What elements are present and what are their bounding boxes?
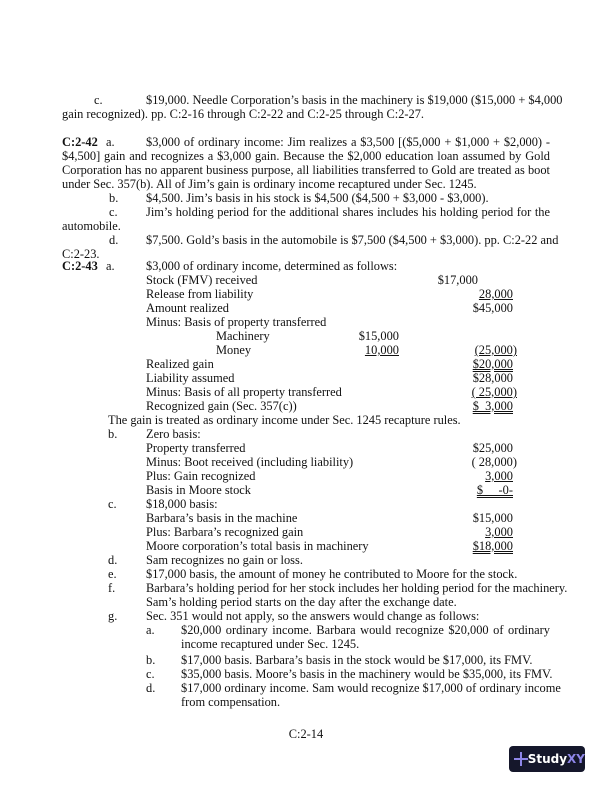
item-text-line: $4,500. Jim’s basis in his stock is $4,500 ($4,500 + $3,000 - $3,000). xyxy=(146,191,489,205)
sub-item-text-line: $17,000 basis. Barbara’s basis in the stock would be $17,000, its FMV. xyxy=(181,653,533,667)
item-text-line: Sec. 351 would not apply, so the answers would change as follows: xyxy=(146,609,480,623)
studyxy-badge[interactable] xyxy=(509,746,585,772)
table-row-value: $25,000 xyxy=(472,441,513,455)
table-row-label: Machinery xyxy=(216,329,270,343)
table-row-label: Amount realized xyxy=(146,301,229,315)
page-number: C:2-14 xyxy=(288,727,324,741)
table-row-label: Moore corporation’s total basis in machinery xyxy=(146,539,369,553)
table-row-value: $ -0- xyxy=(476,483,513,497)
table-row-value: ( 25,000) xyxy=(471,385,517,399)
item-text-line: automobile. xyxy=(62,219,121,233)
item-text-line: $3,000 of ordinary income: Jim realizes a $3,500 [($5,000 + $1,000 + $2,000) - xyxy=(146,135,550,149)
table-row-value: ( 28,000) xyxy=(471,455,517,469)
brand-main-text: Study xyxy=(527,752,568,766)
table-row-label: Barbara’s basis in the machine xyxy=(146,511,298,525)
table-row-value: $28,000 xyxy=(472,371,513,385)
table-row-mid-value: 10,000 xyxy=(364,343,399,357)
sub-item-text-line: income recaptured under Sec. 1245. xyxy=(181,637,360,651)
table-row-value: 3,000 xyxy=(485,525,513,539)
table-row-label: Liability assumed xyxy=(146,371,235,385)
table-row-mid-value: $15,000 xyxy=(358,329,399,343)
table-row-label: Minus: Basis of property transferred xyxy=(146,315,327,329)
item-text-line: gain recognized). pp. C:2-16 through C:2-22 and C:2-25 through C:2-27. xyxy=(62,107,425,121)
problem-id: C:2-42 xyxy=(62,135,98,149)
table-row-value: $45,000 xyxy=(472,301,513,315)
item-text-line: Barbara’s holding period for her stock includes her holding period for the machinery. xyxy=(146,581,568,595)
sub-item-label: a. xyxy=(146,623,155,637)
brand-logo xyxy=(528,752,585,766)
item-text-line: Sam recognizes no gain or loss. xyxy=(146,553,303,567)
item-label: f. xyxy=(108,581,116,595)
item-text-line: $4,500] gain and recognizes a $3,000 gain. Because the $2,000 education loan assumed by Gold xyxy=(62,149,550,163)
table-row-label: Plus: Gain recognized xyxy=(146,469,256,483)
table-row-value: $18,000 xyxy=(472,539,513,553)
table-row-value: $15,000 xyxy=(472,511,513,525)
problem-id: C:2-43 xyxy=(62,259,98,273)
item-label: c. xyxy=(94,93,103,107)
table-row-value: $20,000 xyxy=(472,357,513,371)
item-label: c. xyxy=(109,205,118,219)
item-label: a. xyxy=(106,259,115,273)
item-text-line: Corporation has no apparent business purpose, all liabilities transferred to Gold are treated as boot xyxy=(62,163,550,177)
item-text-line: $19,000. Needle Corporation’s basis in the machinery is $19,000 ($15,000 + $4,000 xyxy=(146,93,563,107)
item-text-line: Zero basis: xyxy=(146,427,201,441)
table-row-label: Plus: Barbara’s recognized gain xyxy=(146,525,304,539)
table-row-value: 28,000 xyxy=(478,287,513,301)
sub-item-text-line: $17,000 ordinary income. Sam would recognize $17,000 of ordinary income xyxy=(181,681,561,695)
brand-accent-text: XY xyxy=(567,752,585,766)
item-text-line: $3,000 of ordinary income, determined as follows: xyxy=(146,259,398,273)
item-text-line: Jim’s holding period for the additional shares includes his holding period for the xyxy=(146,205,550,219)
item-label: b. xyxy=(108,427,118,441)
table-row-label: Property transferred xyxy=(146,441,246,455)
item-text-line: $17,000 basis, the amount of money he contributed to Moore for the stock. xyxy=(146,567,518,581)
table-row-value: (25,000) xyxy=(474,343,517,357)
table-row-label: Basis in Moore stock xyxy=(146,483,251,497)
item-text-line: C:2-23. xyxy=(62,247,100,261)
table-row-label: Realized gain xyxy=(146,357,214,371)
item-label: e. xyxy=(108,567,117,581)
table-row-label: Stock (FMV) received xyxy=(146,273,258,287)
sub-item-label: d. xyxy=(146,681,156,695)
table-row-label: Recognized gain (Sec. 357(c)) xyxy=(146,399,297,413)
item-text-line: Sam’s holding period starts on the day after the exchange date. xyxy=(146,595,457,609)
table-row-label: Release from liability xyxy=(146,287,254,301)
table-row-label: Minus: Basis of all property transferred xyxy=(146,385,342,399)
item-label: d. xyxy=(108,553,118,567)
item-label: d. xyxy=(109,233,119,247)
table-row-value: $17,000 xyxy=(437,273,478,287)
sub-item-label: b. xyxy=(146,653,156,667)
table-row-value: $ 3,000 xyxy=(472,399,513,413)
item-text-line: under Sec. 357(b). All of Jim’s gain is ordinary income recaptured under Sec. 1245. xyxy=(62,177,477,191)
sub-item-text-line: from compensation. xyxy=(181,695,281,709)
item-text-line: $7,500. Gold’s basis in the automobile is $7,500 ($4,500 + $3,000). pp. C:2-22 and xyxy=(146,233,559,247)
table-row-label: Money xyxy=(216,343,252,357)
note-text: The gain is treated as ordinary income under Sec. 1245 recapture rules. xyxy=(108,413,461,427)
item-label: b. xyxy=(109,191,119,205)
item-label: g. xyxy=(108,609,118,623)
plus-icon xyxy=(514,752,523,766)
table-row-label: Minus: Boot received (including liability) xyxy=(146,455,354,469)
item-label: c. xyxy=(108,497,117,511)
sub-item-label: c. xyxy=(146,667,155,681)
table-row-value: 3,000 xyxy=(485,469,513,483)
item-label: a. xyxy=(106,135,115,149)
sub-item-text-line: $20,000 ordinary income. Barbara would recognize $20,000 of ordinary xyxy=(181,623,550,637)
sub-item-text-line: $35,000 basis. Moore’s basis in the machinery would be $35,000, its FMV. xyxy=(181,667,553,681)
item-text-line: $18,000 basis: xyxy=(146,497,218,511)
